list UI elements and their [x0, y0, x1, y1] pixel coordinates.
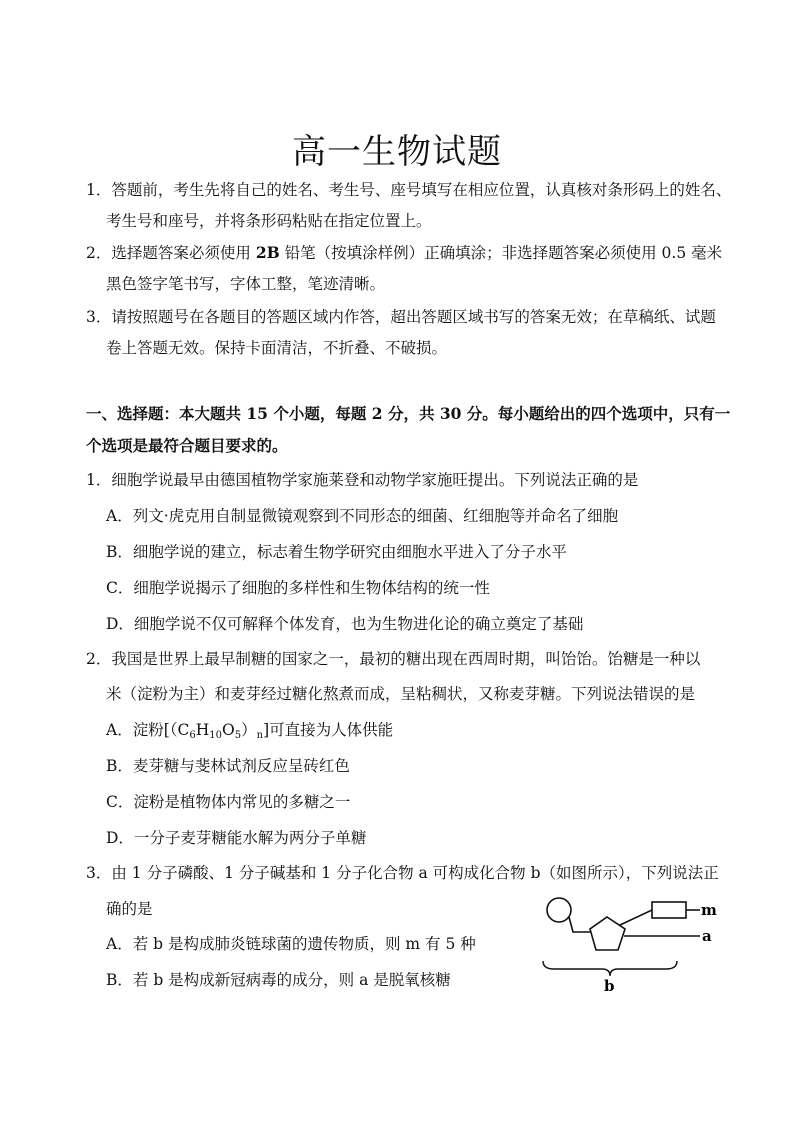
pentose-sugar	[590, 917, 625, 950]
instruction-1-line-1: 1．答题前，考生先将自己的姓名、考生号、座号填写在相应位置，认真核对条形码上的姓名、	[86, 181, 732, 199]
q3-option-a: A．若 b 是构成肺炎链球菌的遗传物质，则 m 有 5 种	[106, 935, 476, 953]
q1-option-d: D．细胞学说不仅可解释个体发育，也为生物进化论的确立奠定了基础	[106, 615, 584, 633]
q3-stem-line-2: 确的是	[106, 900, 153, 918]
q2-option-a: A．淀粉$[(C_6H_{10}O_5)_n]$可直接为人体供能	[106, 721, 394, 741]
phosphate-bond	[569, 917, 591, 932]
q2-stem-line-1: 2．我国是世界上最早制糖的国家之一，最初的糖出现在西周时期，叫饴饴。饴糖是一种以	[86, 650, 701, 668]
q2-option-c: C．淀粉是植物体内常见的多糖之一	[106, 793, 351, 811]
brace	[543, 961, 677, 976]
q1-option-b: B．细胞学说的建立，标志着生物学研究由细胞水平进入了分子水平	[106, 543, 567, 561]
instruction-3-line-2: 卷上答题无效。保持卡面清洁，不折叠、不破损。	[106, 339, 448, 357]
instruction-2-line-2: 黑色签字笔书写，字体工整，笔迹清晰。	[106, 275, 386, 293]
q3-stem-line-1: 3．由 1 分子磷酸、1 分子碱基和 1 分子化合物 a 可构成化合物 b（如图所示），下列说法正	[86, 864, 719, 882]
instruction-1-line-2: 考生号和座号，并将条形码粘贴在指定位置上。	[106, 212, 432, 230]
instruction-2-line-1: 2．选择题答案必须使用 2B 铅笔（按填涂样例）正确填涂；非选择题答案必须使用 0.5 毫米	[86, 243, 723, 262]
instruction-3-line-1: 3．请按照题号在各题目的答题区域内作答，超出答题区域书写的答案无效；在草稿纸、试题	[86, 308, 716, 326]
q1-option-c: C．细胞学说揭示了细胞的多样性和生物体结构的统一性	[106, 579, 490, 597]
q2-stem-line-2: 米（淀粉为主）和麦芽经过糖化熬煮而成，呈粘稠状，又称麦芽糖。下列说法错误的是	[106, 685, 696, 703]
section-heading-line-1: 一、选择题：本大题共 15 个小题，每题 2 分，共 30 分。每小题给出的四个选项中，只有一	[86, 404, 731, 423]
base-bond	[620, 910, 652, 925]
page-title: 高一生物试题	[292, 132, 502, 172]
q2-option-d: D．一分子麦芽糖能水解为两分子单糖	[106, 829, 367, 847]
q1-stem: 1．细胞学说最早由德国植物学家施莱登和动物学家施旺提出。下列说法正确的是	[86, 471, 639, 489]
base-rect	[652, 902, 686, 918]
label-m: m	[701, 901, 717, 919]
section-heading-line-2: 个选项是最符合题目要求的。	[86, 436, 288, 455]
nucleotide-diagram	[540, 893, 740, 993]
label-b: b	[604, 977, 615, 995]
q3-option-b: B．若 b 是构成新冠病毒的成分，则 a 是脱氧核糖	[106, 971, 451, 989]
q2-option-b: B．麦芽糖与斐林试剂反应呈砖红色	[106, 757, 350, 775]
phosphate-circle	[547, 898, 571, 922]
label-a: a	[702, 927, 712, 945]
q1-option-a: A．列文·虎克用自制显微镜观察到不同形态的细菌、红细胞等并命名了细胞	[106, 507, 619, 525]
